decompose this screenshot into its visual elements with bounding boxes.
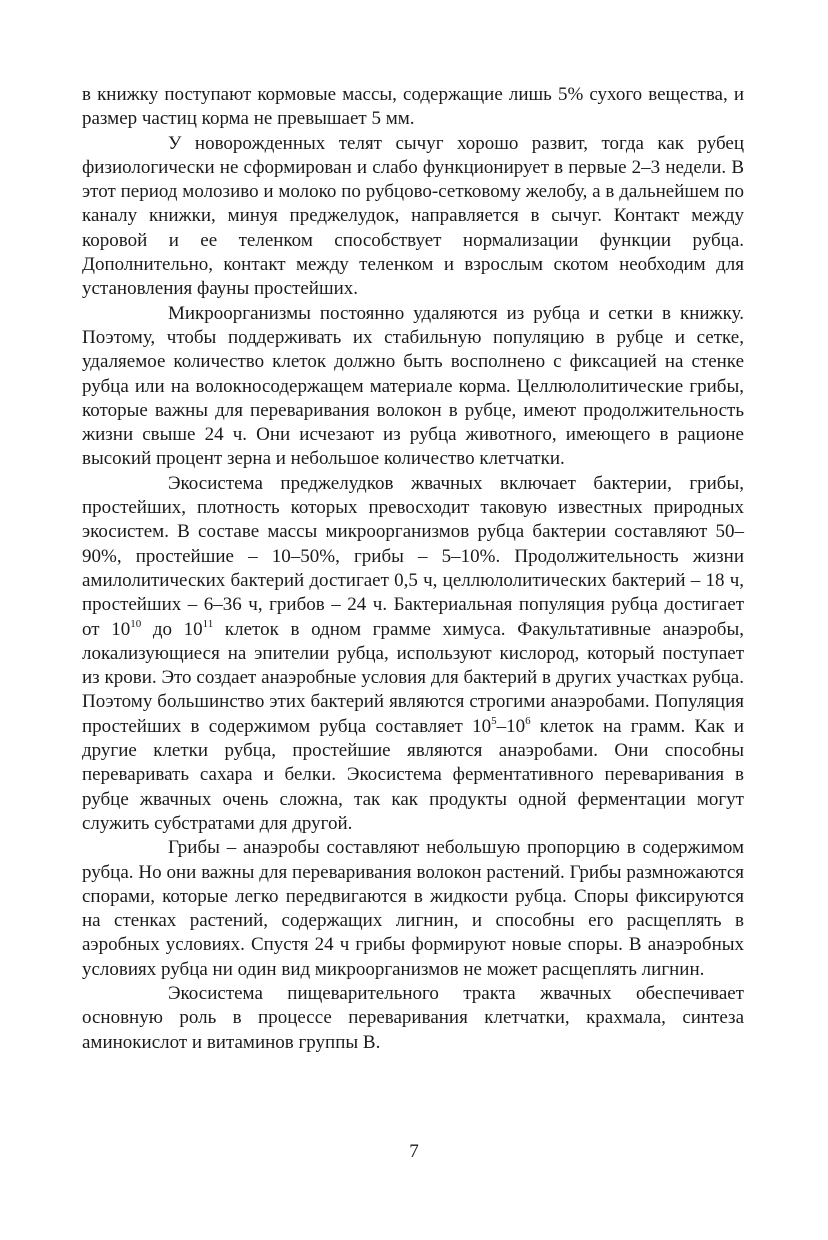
paragraph-4-text-part-1: Экосистема преджелудков жвачных включает бактерии, грибы, простейших, плотность которых превосходит таковую известных природных экосистем. В составе массы микроорганизмов рубца бактерии составляют 50–90%, простейшие – 10–50%, грибы – 5–10%. Продолжительность жизни амилолитических бактерий достигает 0,5 ч, целлюлолитических бактерий – 18 ч, простейших – 6–36 ч, грибов – 24 ч. Бактериальная популяция рубца достигает от 10 <box>82 472 744 640</box>
paragraph-6: Экосистема пищеварительного тракта жвачных обеспечивает основную роль в процессе переваривания клетчатки, крахмала, синтеза аминокислот и витаминов группы В. <box>82 982 744 1053</box>
paragraph-4-text-part-3: клеток в одном грамме химуса. Факультативные анаэробы, локализующиеся на эпителии рубца, используют кислород, который поступает из крови. Это создает анаэробные условия для бактерий в других участках рубца. Поэтому большинство этих бактерий являются строгими анаэробами. Популяция простейших в содержимом рубца составляет 10 <box>82 618 744 737</box>
paragraph-4-text-part-4: –10 <box>496 715 526 737</box>
paragraph-5: Грибы – анаэробы составляют небольшую пропорцию в содержимом рубца. Но они важны для переваривания волокон растений. Грибы размножаются спорами, которые легко передвигаются в жидкости рубца. Споры фиксируются на стенках растений, содержащих лигнин, и способны его расщеплять в аэробных условиях. Спустя 24 ч грибы формируют новые споры. В анаэробных условиях рубца ни один вид микроорганизмов не может расщеплять лигнин. <box>82 837 744 980</box>
exponent-5: 5 <box>491 714 497 727</box>
paragraph-4-text-part-2: до 10 <box>141 618 203 640</box>
paragraph-1: в книжку поступают кормовые массы, содержащие лишь 5% сухого вещества, и размер частиц корма не превышает 5 мм. <box>82 84 744 130</box>
exponent-10: 10 <box>130 617 142 630</box>
paragraph-4 <box>82 472 744 836</box>
page-body <box>82 83 744 1055</box>
exponent-6: 6 <box>525 714 531 727</box>
paragraph-2: У новорожденных телят сычуг хорошо развит, тогда как рубец физиологически не сформирован и слабо функционирует в первые 2–3 недели. В этот период молозиво и молоко по рубцово-сетковому желобу, а в дальнейшем по каналу книжки, минуя преджелудок, направляется в сычуг. Контакт между коровой и ее теленком способствует нормализации функции рубца. Дополнительно, контакт между теленком и взрослым скотом необходим для установления фауны простейших. <box>82 132 744 300</box>
paragraph-4-text-part-5: клеток на грамм. Как и другие клетки рубца, простейшие являются анаэробами. Они способны переваривать сахара и белки. Экосистема ферментативного переваривания в рубце жвачных очень сложна, так как продукты одной ферментации могут служить субстратами для другой. <box>82 715 744 834</box>
exponent-11: 11 <box>202 617 214 630</box>
paragraph-3: Микроорганизмы постоянно удаляются из рубца и сетки в книжку. Поэтому, чтобы поддерживать их стабильную популяцию в рубце и сетке, удаляемое количество клеток должно быть восполнено с фиксацией на стенке рубца или на волокносодержащем материале корма. Целлюлолитические грибы, которые важны для переваривания волокон в рубце, имеют продолжительность жизни свыше 24 ч. Они исчезают из рубца животного, имеющего в рационе высокий процент зерна и небольшое количество клетчатки. <box>82 302 744 470</box>
page-number: 7 <box>409 1141 419 1162</box>
